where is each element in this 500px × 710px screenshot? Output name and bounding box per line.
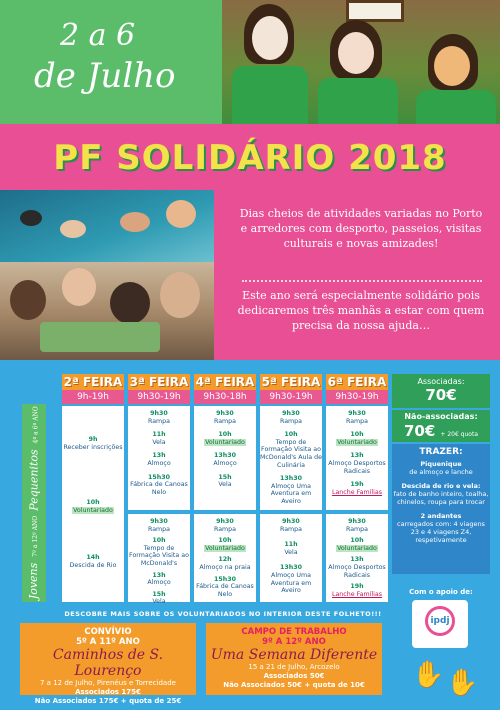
price-non-associates: Não-associadas: 70€ + 20€ quota <box>392 410 490 442</box>
hand-icon: ✋ <box>412 660 445 690</box>
tuesday-group2-cell: 9h30 Rampa 10h Tempo de Formação Visita ao McDonald's 13h Almoço 15h Vela <box>128 514 190 602</box>
wednesday-group1-cell: 9h30 Rampa 10h Voluntariado 13h30 Almoço 15h Vela <box>194 406 256 510</box>
day-header-monday: 2ª FEIRA 9h-19h <box>63 375 123 402</box>
thursday-group1-cell: 9h30 Rampa 10h Tempo de Formação Visita ao McDonald's Aula de Culinária 13h30 Almoço Uma Aventura em Aveiro <box>260 406 322 510</box>
date-line1: 2 a 6 <box>60 18 136 53</box>
photo-face-painted-girls <box>222 0 500 124</box>
group-label-older: Jovens7º a 12º ANO <box>22 512 46 602</box>
photo-pool <box>0 190 214 262</box>
day-header-friday: 6ª FEIRA 9h30-19h <box>327 375 387 402</box>
more-info-banner: DESCOBRE MAIS SOBRE OS VOLUNTARIADOS NO INTERIOR DESTE FOLHETO!!! <box>64 610 382 618</box>
activity-photos <box>0 190 214 360</box>
wall-frame <box>346 0 404 22</box>
what-to-bring: TRAZER: Piquenique de almoço e lanche Descida de rio e vela: fato de banho inteiro, toalha, chinelos, roupa para trocar 2 andantes carregados com: 4 viagens 23 e 4 viagens Z4, respetivamente <box>392 444 490 574</box>
photo-crafts <box>0 262 214 360</box>
friday-group2-cell: 9h30 Rampa 10h Voluntariado 13h Almoço Desportos Radicais 19h Lanche Famílias <box>326 514 388 602</box>
tuesday-group1-cell: 9h30 Rampa 11h Vela 13h Almoço 15h30 Fábrica de Canoas Nelo <box>128 406 190 510</box>
day-header-wednesday: 4ª FEIRA 9h30-18h <box>195 375 255 402</box>
camp-campo-de-trabalho: CAMPO DE TRABALHO 9º A 12º ANO Uma Semana Diferente 15 a 21 de Julho, Arcozelo Associados 50€ Não Associados 50€ + quota de 10€ <box>206 623 382 695</box>
monday-cell: 9h Receber inscrições 10h Voluntariado 14h Descida de Rio <box>62 406 124 602</box>
page-title: PF SOLIDÁRIO 2018 <box>53 138 447 178</box>
hand-icon: ✋ <box>446 668 479 698</box>
intro-paragraph-2: Este ano será especialmente solidário pois dedicaremos três manhãs a estar com quem precisa da nossa ajuda… <box>237 289 485 332</box>
friday-group1-cell: 9h30 Rampa 10h Voluntariado 13h Almoço Desportos Radicais 19h Lanche Famílias <box>326 406 388 510</box>
price-associates: Associadas: 70€ <box>392 374 490 408</box>
date-line2: de Julho <box>34 56 176 96</box>
intro-paragraph-1: Dias cheios de atividades variadas no Porto e arredores com desporto, passeios, visitas culturais e novas amizades! <box>239 207 483 250</box>
thursday-group2-cell: 9h30 Rampa 11h Vela 13h30 Almoço Uma Aventura em Aveiro <box>260 514 322 602</box>
dotted-divider <box>242 280 482 282</box>
day-header-tuesday: 3ª FEIRA 9h30-19h <box>129 375 189 402</box>
camp-convivio: CONVÍVIO 5º A 11º ANO Caminhos de S. Lourenço 7 a 12 de Julho, Pirenéus e Torrecidade Associados 175€ Não Associados 175€ + quota de 25€ <box>20 623 196 695</box>
date-block <box>0 0 222 124</box>
ipdj-logo: ipdj <box>412 600 468 648</box>
wednesday-group2-cell: 9h30 Rampa 10h Voluntariado 12h Almoço na praia 15h30 Fábrica de Canoas Nelo <box>194 514 256 602</box>
support-label: Com o apoio de: <box>409 588 473 596</box>
day-header-thursday: 5ª FEIRA 9h30-19h <box>261 375 321 402</box>
group-label-young: Pequenitos4º a 6º ANO <box>22 404 46 512</box>
